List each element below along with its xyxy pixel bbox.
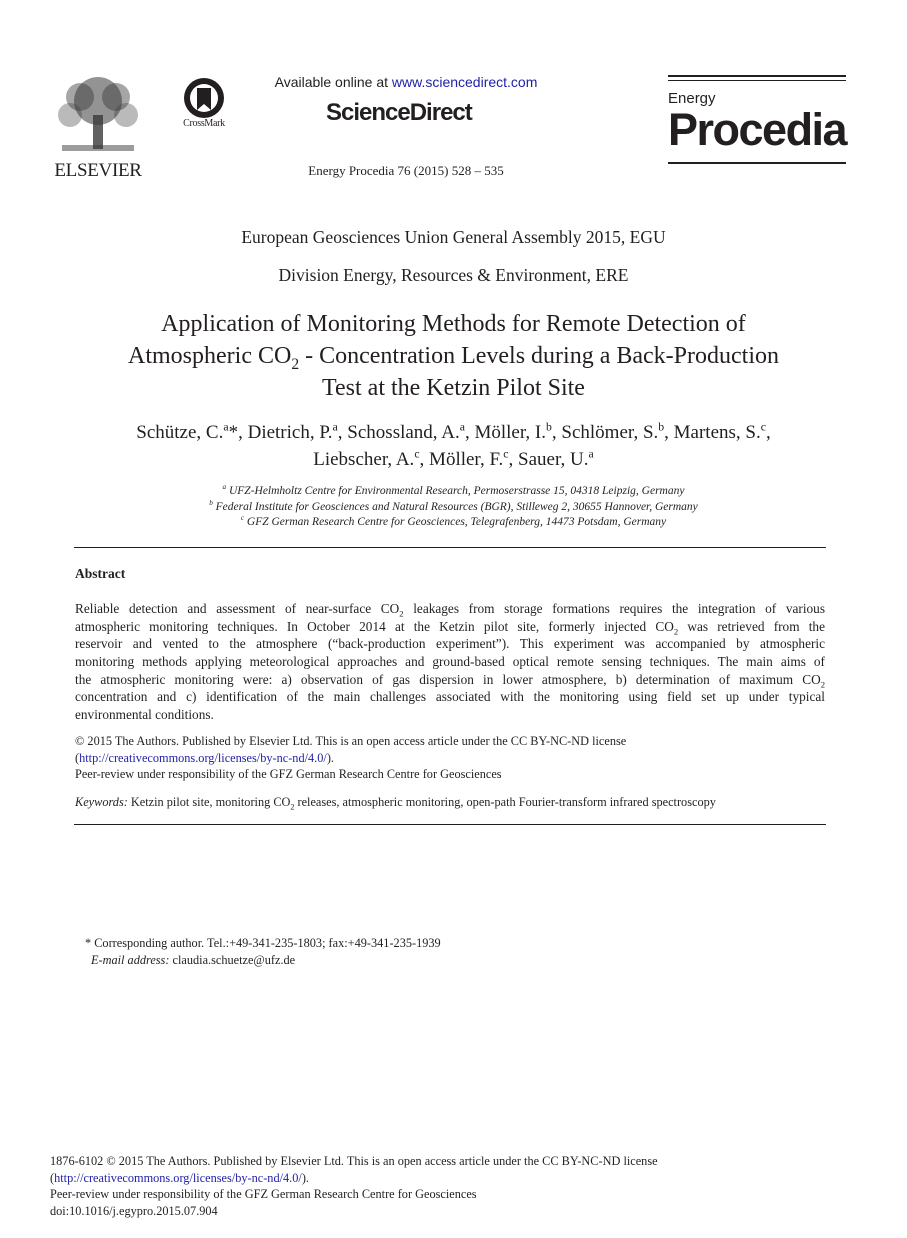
title-line-1: Application of Monitoring Methods for Remote Detection of <box>161 311 746 337</box>
corresponding-author: * Corresponding author. Tel.:+49-341-235-1803; fax:+49-341-235-1939 <box>85 936 441 950</box>
license-line-3: Peer-review under responsibility of the GFZ German Research Centre for Geosciences <box>75 767 502 781</box>
divider-top <box>74 547 826 548</box>
sciencedirect-url[interactable]: www.sciencedirect.com <box>391 74 538 90</box>
abstract-line: atmospheric monitoring techniques. In October 2014 at the Ketzin pilot site, formerly injected $CO_2$ was retrieved from the <box>75 618 825 637</box>
author: , Möller, F. <box>419 449 504 470</box>
divider-bottom <box>74 824 826 825</box>
author: Schütze, C. <box>136 422 224 443</box>
footer <box>50 1153 850 1219</box>
author-line-1: Schütze, C.$^a$*, Dietrich, P.$^a$, Schossland, A.$^a$, Möller, I.$^b$, Schlömer, S.$^b$, Martens, S.$^c$, <box>136 420 771 443</box>
available-online <box>250 74 562 90</box>
affiliation-a: $^a$ UFZ-Helmholtz Centre for Environmental Research, Permoserstrasse 15, 04318 Leipzig, Germany <box>222 483 685 497</box>
available-prefix: Available online at <box>274 74 392 90</box>
footer-license-url: (http://creativecommons.org/licenses/by-nc-nd/4.0/). <box>50 1170 309 1185</box>
correspondence <box>85 935 441 969</box>
license-link[interactable]: http://creativecommons.org/licenses/by-nc-nd/4.0/ <box>79 750 327 765</box>
abstract-body <box>75 600 825 724</box>
author-list <box>0 419 907 473</box>
author: , Schossland, A. <box>337 422 460 443</box>
author: , Martens, S. <box>664 422 761 443</box>
doi[interactable]: doi:10.1016/j.egypro.2015.07.904 <box>50 1203 218 1218</box>
author-line-2: Liebscher, A.$^c$, Möller, F.$^c$, Sauer, U.$^a$ <box>313 447 594 470</box>
title-line-2: Atmospheric $CO_2$ - Concentration Levels during a Back-Production <box>128 343 779 373</box>
keywords-label: Keywords: <box>75 795 128 809</box>
license-line-1: © 2015 The Authors. Published by Elsevier Ltd. This is an open access article under the CC BY-NC-ND license <box>75 734 627 748</box>
paper-title <box>0 308 907 404</box>
publisher-name: ELSEVIER <box>54 160 142 181</box>
journal-logo <box>668 75 846 176</box>
title-line-3: Test at the Ketzin Pilot Site <box>322 375 585 401</box>
footer-license-link[interactable]: http://creativecommons.org/licenses/by-nc-nd/4.0/ <box>54 1170 302 1185</box>
platform-name: ScienceDirect <box>326 99 472 126</box>
author: , Schlömer, S. <box>551 422 659 443</box>
elsevier-logo <box>50 75 146 181</box>
author: Liebscher, A. <box>313 449 415 470</box>
footer-peer-review: Peer-review under responsibility of the GFZ German Research Centre for Geosciences <box>50 1187 477 1202</box>
author: , Sauer, U. <box>508 449 589 470</box>
email-address[interactable]: claudia.schuetze@ufz.de <box>169 953 296 967</box>
author: , Möller, I. <box>464 422 546 443</box>
abstract-line: the atmospheric monitoring were: a) observation of gas dispersion in lower atmosphere, b) determination of maximum $CO_2$ <box>75 671 825 690</box>
journal-citation: Energy Procedia 76 (2015) 528 – 535 <box>308 163 504 178</box>
abstract-line: reservoir and vented to the atmosphere (“back-production experiment”). This experiment was accompanied by atmospheric <box>75 636 825 652</box>
affiliation-c: $^c$ GFZ German Research Centre for Geosciences, Telegrafenberg, 14473 Potsdam, Germany <box>240 514 667 528</box>
keywords: Keywords: Ketzin pilot site, monitoring $CO_2$ releases, atmospheric monitoring, open-path Fourier-transform infrared spectroscopy <box>75 795 716 812</box>
journal-name-big: Procedia <box>668 104 847 155</box>
affiliations <box>0 484 907 531</box>
journal-name-small: Energy <box>668 90 716 107</box>
license-block <box>75 733 825 783</box>
email-line: E-mail address: claudia.schuetze@ufz.de <box>91 953 296 967</box>
conference-line-2: Division Energy, Resources & Environment, ERE <box>278 265 629 285</box>
footer-license: 1876-6102 © 2015 The Authors. Published by Elsevier Ltd. This is an open access article under the CC BY-NC-ND license <box>50 1154 658 1168</box>
conference-line-1: European Geosciences Union General Assembly 2015, EGU <box>241 227 666 247</box>
abstract-line: environmental conditions. <box>75 707 214 723</box>
elsevier-tree-icon <box>50 75 146 157</box>
crossmark-label: CrossMark <box>183 118 225 129</box>
license-line-2: (http://creativecommons.org/licenses/by-nc-nd/4.0/). <box>75 750 334 765</box>
abstract-heading: Abstract <box>75 566 126 581</box>
author: , Dietrich, P. <box>238 422 333 443</box>
affiliation-b: $^b$ Federal Institute for Geosciences and Natural Resources (BGR), Stilleweg 2, 30655 Hannover, Germany <box>209 498 698 513</box>
abstract-line: monitoring methods applying meteorological approaches and ground-based optical remote sensing techniques. The main aims of <box>75 654 825 670</box>
crossmark-badge[interactable] <box>172 76 236 132</box>
crossmark-icon <box>181 76 227 120</box>
abstract-line: Reliable detection and assessment of near-surface $CO_2$ leakages from storage formations requires the integration of various <box>75 601 825 619</box>
abstract-line: concentration and c) identification of the main challenges associated with the monitoring using field set up under typical <box>75 689 825 705</box>
